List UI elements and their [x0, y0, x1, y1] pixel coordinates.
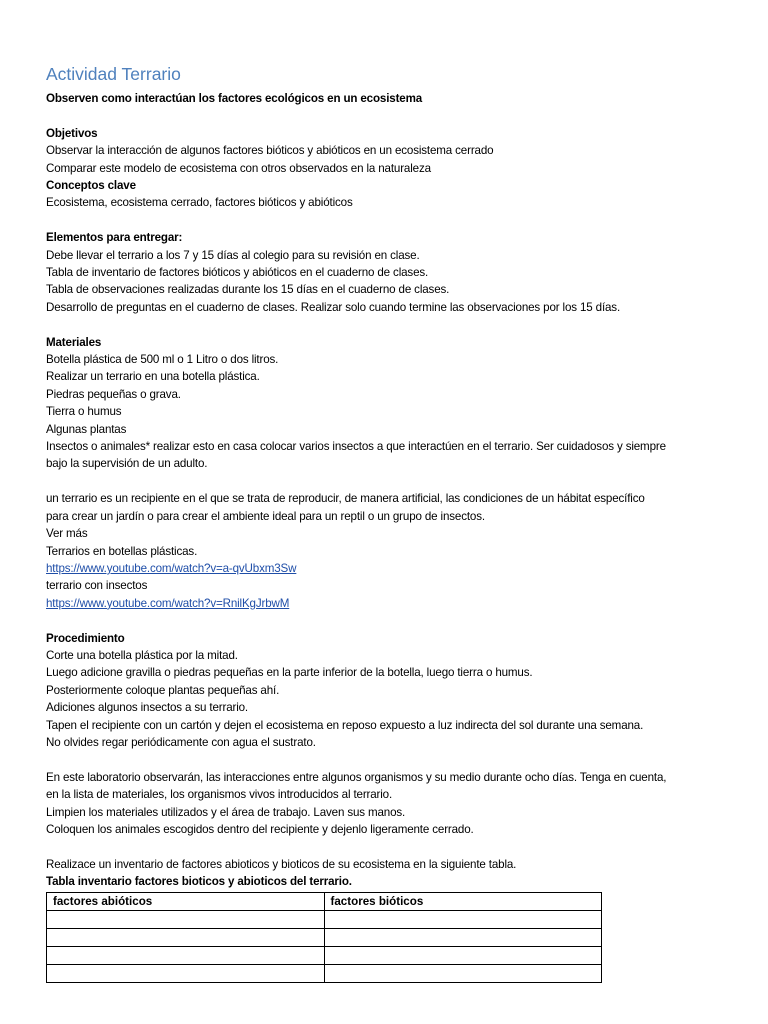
laboratorio-line: en la lista de materiales, los organismos vivos introducidos al terrario. [46, 788, 393, 802]
spacer [46, 612, 736, 629]
table-cell[interactable] [47, 964, 325, 982]
definicion-line: para crear un jardín o para crear el ambiente ideal para un reptil o un grupo de insectos. [46, 509, 485, 523]
entregar-item: Tabla de inventario de factores bióticos y abióticos en el cuaderno de clases. [46, 266, 429, 280]
table-row [47, 910, 602, 928]
objetivo-item: Observar la interacción de algunos factores bióticos y abióticos en un ecosistema cerrado [46, 144, 494, 158]
procedimiento-item: Corte una botella plástica por la mitad. [46, 648, 238, 662]
document-subtitle: Observen como interactúan los factores ecológicos en un ecosistema [46, 92, 423, 105]
laboratorio-line: Coloquen los animales escogidos dentro del recipiente y dejenlo ligeramente cerrado. [46, 822, 474, 836]
spacer [46, 838, 736, 855]
entregar-item: Debe llevar el terrario a los 7 y 15 días al colegio para su revisión en clase. [46, 248, 420, 262]
procedimiento-item: Luego adicione gravilla o piedras pequeñas en la parte inferior de la botella, luego tierra o humus. [46, 666, 533, 680]
spacer [46, 107, 736, 124]
youtube-link-1[interactable]: https://www.youtube.com/watch?v=a-qvUbxm3Sw [46, 561, 297, 575]
conceptos-text: Ecosistema, ecosistema cerrado, factores bióticos y abióticos [46, 196, 353, 210]
laboratorio-line: En este laboratorio observarán, las interacciones entre algunos organismos y su medio durante ocho días. Tenga en cuenta, [46, 770, 667, 784]
link2-label: terrario con insectos [46, 579, 148, 593]
link1-label: Terrarios en botellas plásticas. [46, 544, 198, 558]
table-cell[interactable] [324, 910, 602, 928]
material-item: Realizar un terrario en una botella plástica. [46, 370, 260, 384]
table-row [47, 964, 602, 982]
inventory-table [46, 892, 602, 983]
table-row [47, 928, 602, 946]
inventario-table-title: Tabla inventario factores bioticos y abioticos del terrario. [46, 875, 352, 889]
material-item: bajo la supervisión de un adulto. [46, 457, 208, 471]
material-item: Insectos o animales* realizar esto en casa colocar varios insectos a que interactúen en el terrario. Ser cuidadosos y siempre [46, 440, 666, 454]
table-cell[interactable] [324, 964, 602, 982]
document-title: Actividad Terrario [46, 64, 181, 84]
objetivos-heading: Objetivos [46, 126, 98, 140]
procedimiento-item: Adiciones algunos insectos a su terrario. [46, 701, 249, 715]
definicion-line: un terrario es un recipiente en el que se trata de reproducir, de manera artificial, las condiciones de un hábitat específico [46, 492, 645, 506]
procedimiento-item: Tapen el recipiente con un cartón y dejen el ecosistema en reposo expuesto a luz indirecta del sol durante una semana. [46, 718, 644, 732]
conceptos-heading: Conceptos clave [46, 179, 136, 193]
column-header-bioticos: factores bióticos [324, 892, 602, 910]
spacer [46, 473, 736, 490]
materiales-heading: Materiales [46, 335, 102, 349]
entregar-heading: Elementos para entregar: [46, 231, 183, 245]
table-row [47, 946, 602, 964]
procedimiento-item: No olvides regar periódicamente con agua el sustrato. [46, 735, 316, 749]
procedimiento-heading: Procedimiento [46, 631, 125, 645]
table-cell[interactable] [324, 946, 602, 964]
objetivo-item: Comparar este modelo de ecosistema con otros observados en la naturaleza [46, 161, 431, 175]
entregar-item: Desarrollo de preguntas en el cuaderno de clases. Realizar solo cuando termine las observaciones por los 15 días. [46, 300, 621, 314]
spacer [46, 212, 736, 229]
table-header-row [47, 892, 602, 910]
material-item: Algunas plantas [46, 422, 127, 436]
column-header-abioticos: factores abióticos [47, 892, 325, 910]
youtube-link-2[interactable]: https://www.youtube.com/watch?v=RnilKgJrbwM [46, 596, 290, 610]
spacer [46, 316, 736, 333]
entregar-item: Tabla de observaciones realizadas durante los 15 días en el cuaderno de clases. [46, 283, 450, 297]
table-cell[interactable] [47, 928, 325, 946]
procedimiento-item: Posteriormente coloque plantas pequeñas ahí. [46, 683, 280, 697]
material-item: Botella plástica de 500 ml o 1 Litro o dos litros. [46, 353, 279, 367]
inventario-instruction: Realizace un inventario de factores abioticos y bioticos de su ecosistema en la siguiente tabla. [46, 857, 517, 871]
ver-mas-label: Ver más [46, 527, 88, 541]
spacer [46, 751, 736, 768]
laboratorio-line: Limpien los materiales utilizados y el área de trabajo. Laven sus manos. [46, 805, 406, 819]
material-item: Piedras pequeñas o grava. [46, 387, 181, 401]
material-item: Tierra o humus [46, 405, 122, 419]
table-cell[interactable] [47, 910, 325, 928]
document-page [46, 62, 736, 983]
table-cell[interactable] [324, 928, 602, 946]
table-cell[interactable] [47, 946, 325, 964]
